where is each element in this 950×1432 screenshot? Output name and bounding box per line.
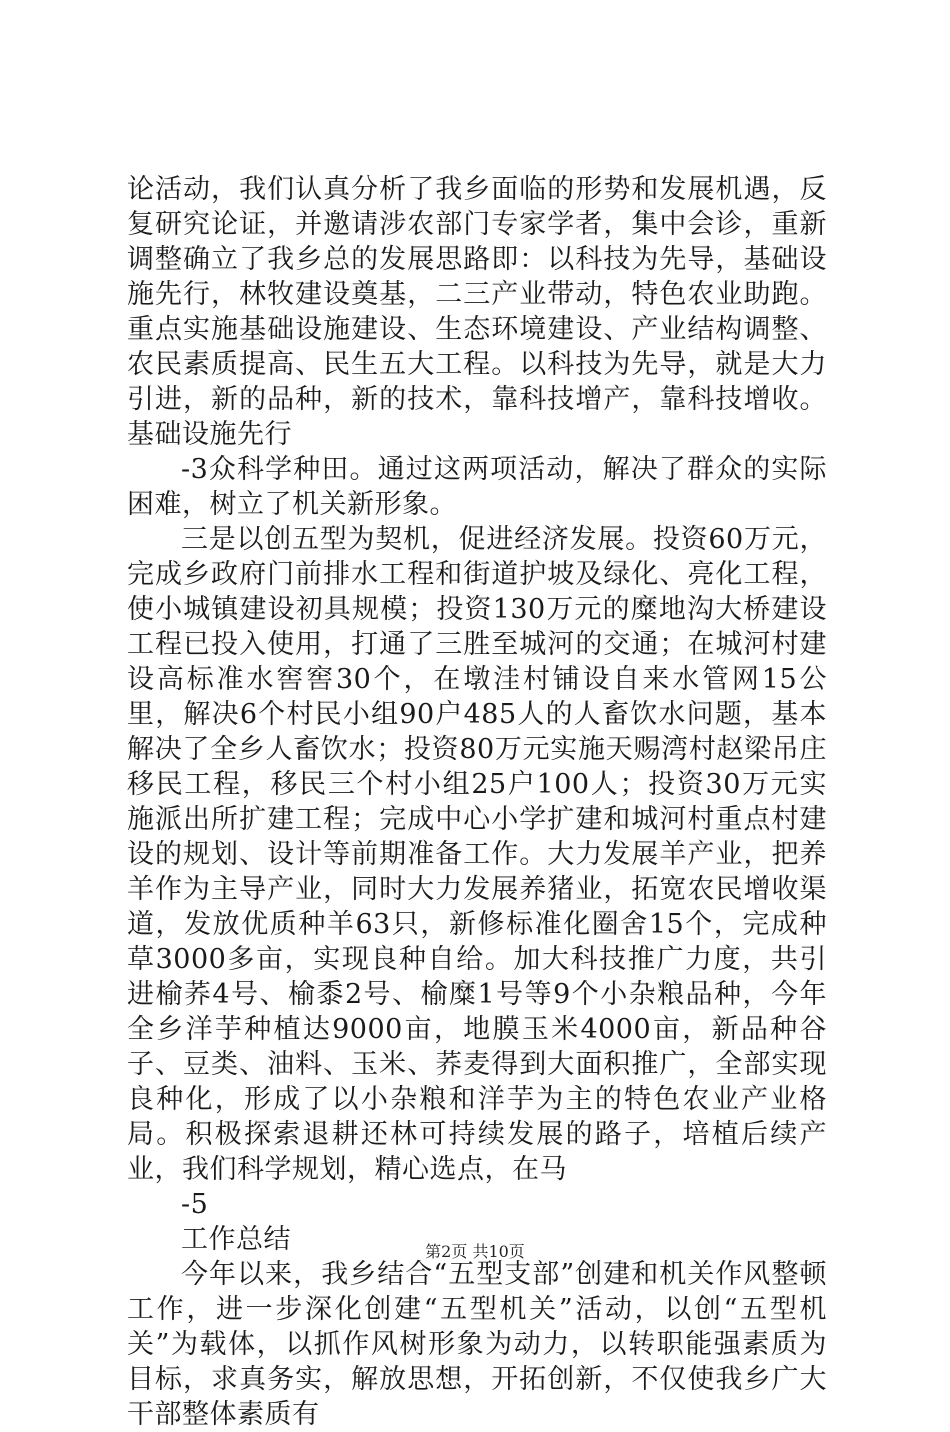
paragraph-page3-fragment: -3众科学种田。通过这两项活动，解决了群众的实际困难，树立了机关新形象。 <box>127 454 827 520</box>
paragraph-economic-development: 三是以创五型为契机，促进经济发展。投资60万元，完成乡政府门前排水工程和街道护坡及绿化、亮化工程，使小城镇建设初具规模；投资130万元的糜地沟大桥建设工程已投入使用，打通了三胜至城河的交通；在城河村建设高标准水窖窖30个，在墩洼村铺设自来水管网15公里，解决6个村民小组90户485人的人畜饮水问题，基本解决了全乡人畜饮水；投资80万元实施天赐湾村赵梁吊庄移民工程，移民三个村小组25户100人；投资30万元实施派出所扩建工程；完成中心小学扩建和城河村重点村建设的规划、设计等前期准备工作。大力发展羊产业，把养羊作为主导产业，同时大力发展养猪业，拓宽农民增收渠道，发放优质种羊63只，新修标准化圈舍15个，完成种草3000多亩，实现良种自给。加大科技推广力度，共引进榆荞4号、榆黍2号、榆糜1号等9个小杂粮品种，今年全乡洋芋种植达9000亩，地膜玉米4000亩，新品种谷子、豆类、油料、玉米、荞麦得到大面积推广，全部实现良种化，形成了以小杂粮和洋芋为主的特色农业产业格局。积极探索退耕还林可持续发展的路子，培植后续产业，我们科学规划，精心选点，在马 <box>127 524 827 1185</box>
paragraph-development-strategy: 论活动，我们认真分析了我乡面临的形势和发展机遇，反复研究论证，并邀请涉农部门专家学者，集中会诊，重新调整确立了我乡总的发展思路即：以科技为先导，基础设施先行，林牧建设奠基，二三产业带动，特色农业助跑。重点实施基础设施建设、生态环境建设、产业结构调整、农民素质提高、民生五大工程。以科技为先导，就是大力引进，新的品种，新的技术，靠科技增产，靠科技增收。基础设施先行 <box>127 174 827 450</box>
section-heading-work-summary: 工作总结 <box>181 1224 291 1255</box>
page-number-footer: 第2页 共10页 <box>425 1242 525 1261</box>
paragraph-summary-intro: 今年以来，我乡结合“五型支部”创建和机关作风整顿工作，进一步深化创建“五型机关”活动，以创“五型机关”为载体，以抓作风树形象为动力，以转职能强素质为目标，求真务实，解放思想，开拓创新，不仅使我乡广大干部整体素质有 <box>127 1259 827 1430</box>
paragraph-page5-marker: -5 <box>181 1189 209 1220</box>
